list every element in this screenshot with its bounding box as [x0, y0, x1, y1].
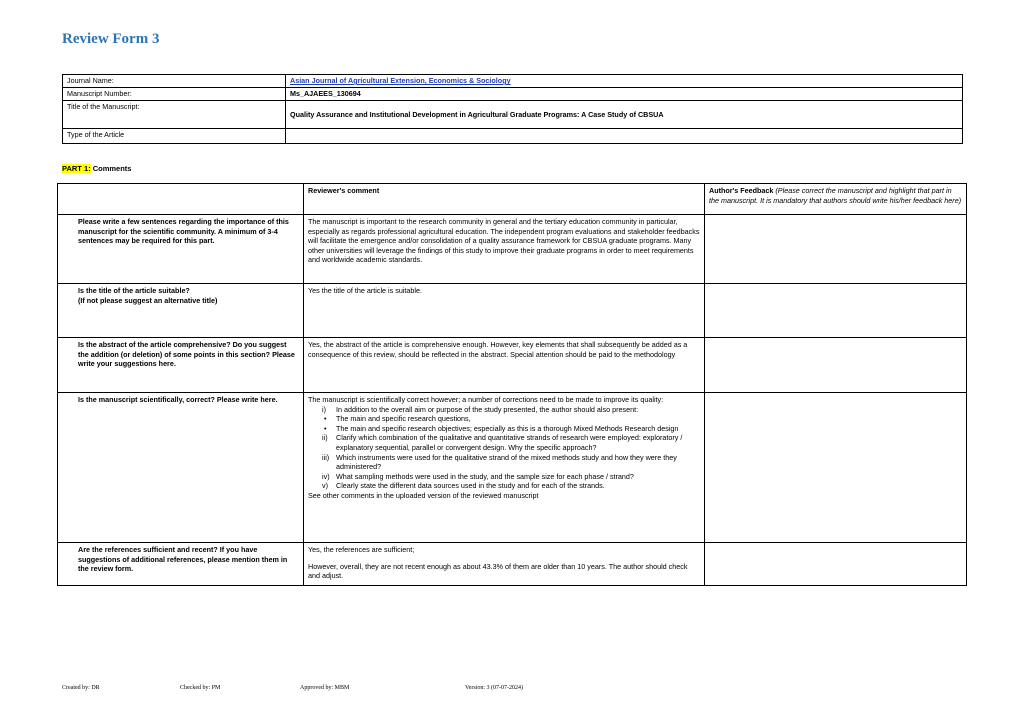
manuscript-number-value: Ms_AJAEES_130694	[286, 88, 963, 101]
comments-table	[57, 183, 967, 586]
manuscript-info-table	[62, 74, 963, 144]
manuscript-title-value: Quality Assurance and Institutional Development in Agricultural Graduate Programs: A Case Study of CBSUA	[286, 101, 963, 129]
manuscript-title-label: Title of the Manuscript:	[63, 101, 286, 129]
feedback-title[interactable]	[705, 284, 967, 338]
feedback-scientific[interactable]	[705, 393, 967, 543]
footer-checked-by: Checked by: PM	[180, 685, 221, 691]
list-item	[322, 404, 700, 415]
list-marker: i)	[322, 404, 326, 414]
list-marker: iv)	[322, 471, 330, 481]
list-marker: v)	[322, 481, 328, 491]
info-row-article-type	[63, 129, 963, 144]
comment-references-p1: Yes, the references are sufficient;	[308, 545, 415, 554]
list-item-text: In addition to the overall aim or purpose of the study presented, the author should also present:	[336, 404, 639, 414]
part-text: Comments	[90, 164, 132, 173]
question-title-line1: Is the title of the article suitable?	[78, 286, 190, 295]
footer-version: Version: 3 (07-07-2024)	[465, 685, 523, 691]
comment-row-title	[58, 284, 967, 338]
correction-list	[308, 405, 700, 491]
list-item-text: The main and specific research questions,	[336, 414, 471, 424]
list-item	[322, 471, 700, 482]
part-heading	[62, 164, 131, 173]
comment-row-scientific	[58, 393, 967, 543]
list-item	[322, 452, 700, 472]
manuscript-number-label: Manuscript Number:	[63, 88, 286, 101]
author-feedback-note: (Please correct the manuscript and highlight that part in the manuscript. It is mandatory that authors should write his/her feedback here)	[709, 186, 962, 205]
article-type-value	[286, 129, 963, 144]
list-item	[322, 433, 700, 452]
journal-name-label: Journal Name:	[63, 75, 286, 88]
feedback-references[interactable]	[705, 543, 967, 586]
comment-scientific	[304, 393, 705, 543]
info-row-journal	[63, 75, 963, 88]
journal-name-link[interactable]: Asian Journal of Agricultural Extension, Economics & Sociology	[290, 76, 511, 85]
question-scientific: Is the manuscript scientifically, correct? Please write here.	[58, 393, 304, 543]
list-item	[324, 414, 700, 424]
list-item-text: The main and specific research objectives; especially as this is a thorough Mixed Methods Research design	[336, 423, 679, 433]
list-item-text: Clearly state the different data sources used in the study and for each of the strands.	[336, 481, 605, 491]
question-references: Are the references sufficient and recent? If you have suggestions of additional references, please mention them in the review form.	[58, 543, 304, 586]
question-title	[58, 284, 304, 338]
info-row-manuscript-number	[63, 88, 963, 101]
author-feedback-header	[705, 184, 967, 215]
header-empty-cell	[58, 184, 304, 215]
comment-scientific-intro: The manuscript is scientifically correct however; a number of corrections need to be made to improve its quality:	[308, 395, 664, 404]
comment-title: Yes the title of the article is suitable.	[304, 284, 705, 338]
page-title: Review Form 3	[62, 31, 160, 47]
question-importance: Please write a few sentences regarding the importance of this manuscript for the scientific community. A minimum of 3-4 sentences may be required for this part.	[58, 215, 304, 284]
question-title-line2: (If not please suggest an alternative title)	[78, 295, 218, 305]
list-marker: iii)	[322, 452, 330, 462]
reviewer-comment-header: Reviewer's comment	[304, 184, 705, 215]
comment-references	[304, 543, 705, 586]
list-item-text: Clarify which combination of the qualitative and quantitative strands of research were employed: exploratory / explanatory sequential, parallel or convergent design. Why the specific approach?	[336, 433, 683, 452]
question-abstract: Is the abstract of the article comprehensive? Do you suggest the addition (or deletion) of some points in this section? Please write your suggestions here.	[58, 338, 304, 393]
list-item	[322, 481, 700, 491]
comment-scientific-outro: See other comments in the uploaded version of the reviewed manuscript	[308, 490, 539, 500]
list-item-text: Which instruments were used for the qualitative strand of the mixed methods study and how they were they administered?	[336, 452, 677, 472]
bullet-marker: •	[324, 414, 327, 424]
feedback-abstract[interactable]	[705, 338, 967, 393]
footer-created-by: Created by: DR	[62, 685, 100, 691]
list-item-text: What sampling methods were used in the study, and the sample size for each phase / strand?	[336, 471, 634, 481]
author-feedback-title: Author's Feedback	[709, 186, 774, 195]
article-type-label: Type of the Article	[63, 129, 286, 144]
comment-row-abstract	[58, 338, 967, 393]
comment-abstract: Yes, the abstract of the article is comprehensive enough. However, key elements that shall subsequently be added as a consequence of this review, should be reflected in the abstract. Special attention should be paid to the methodology	[304, 338, 705, 393]
footer-approved-by: Approved by: MBM	[300, 685, 350, 691]
list-marker: ii)	[322, 433, 328, 443]
comment-importance: The manuscript is important to the research community in general and the tertiary education community in particular, especially as regards professional agricultural education. The independent program evaluations and stakeholder feedbacks will facilitate the emergence and/or consolidation of a quality assurance framework for CBSUA graduate programs. Many other universities will leverage the findings of this study to improve their graduate programs in order to meet requirements and worldwide academic standards.	[304, 215, 705, 284]
bullet-marker: •	[324, 423, 327, 433]
comment-row-importance	[58, 215, 967, 284]
feedback-importance[interactable]	[705, 215, 967, 284]
part-label: PART 1:	[62, 164, 91, 173]
comment-references-p2: However, overall, they are not recent enough as about 43.3% of them are older than 10 years. The author should check and adjust.	[308, 561, 688, 581]
list-item	[324, 423, 700, 434]
info-row-title	[63, 101, 963, 129]
comments-header-row	[58, 184, 967, 215]
comment-row-references	[58, 543, 967, 586]
